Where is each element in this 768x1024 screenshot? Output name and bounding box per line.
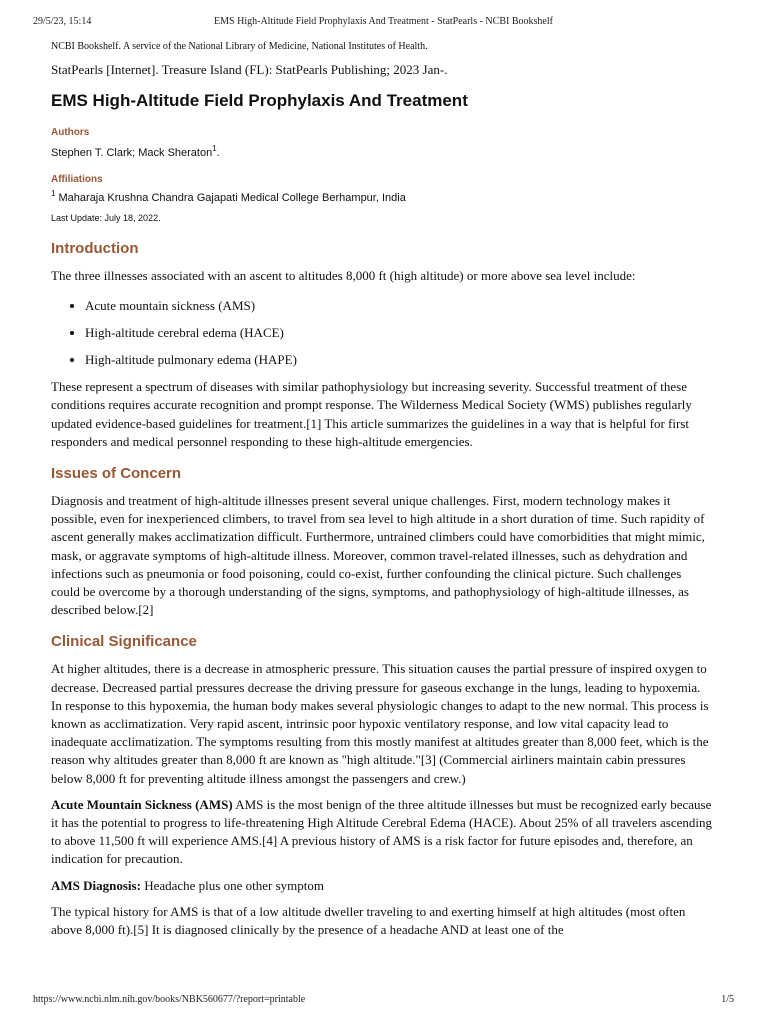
ams-heading: Acute Mountain Sickness (AMS) — [51, 796, 233, 812]
affiliation-text: Maharaja Krushna Chandra Gajapati Medical College Berhampur, India — [55, 192, 406, 204]
affiliations-label: Affiliations — [51, 174, 103, 185]
print-datetime: 29/5/23, 15:14 — [33, 16, 92, 27]
print-header — [33, 16, 734, 30]
print-footer — [33, 994, 734, 1008]
page-url[interactable]: https://www.ncbi.nlm.nih.gov/books/NBK560677/?report=printable — [33, 994, 306, 1005]
authors-label: Authors — [51, 127, 90, 138]
list-item: • Acute mountain sickness (AMS) — [85, 297, 713, 315]
issues-heading: Issues of Concern — [51, 465, 182, 483]
list-item: • High-altitude cerebral edema (HACE) — [85, 324, 713, 342]
typical-history-paragraph: The typical history for AMS is that of a low altitude dweller traveling to and exerting himself at high altitudes (most often above 8,000 ft).[5] It is diagnosed clinically by the presence of a headache AND at least one of the — [51, 903, 686, 938]
authors-line — [51, 145, 713, 161]
ams-paragraph — [51, 796, 713, 869]
affiliation-line — [51, 190, 713, 206]
ams-diagnosis-text: Headache plus one other symptom — [140, 877, 324, 893]
citation: StatPearls [Internet]. Treasure Island (FL): StatPearls Publishing; 2023 Jan-. — [51, 62, 448, 77]
issues-paragraph: Diagnosis and treatment of high-altitude illnesses present several unique challenges. First, modern technology makes it possible, even for inexperienced climbers, to travel from sea level to high altitude in a short duration of time. Such rapidity of ascent generally makes acclimatization difficult. Furthermore, untrained climbers could have comorbidities that might mimic, mask, or aggravate symptoms of high-altitude illness. Moreover, common travel-related illnesses, such as dehydration and infections such as pneumonia or food poisoning, could co-exist, further confounding the clinical picture. Such challenges could be overcome by a thorough understanding of the signs, symptoms, and pathophysiology of high-altitude illnesses, as described below.[2] — [51, 493, 705, 618]
clinical-section — [51, 632, 713, 939]
author-affil-mark: 1 — [212, 144, 217, 153]
introduction-lead: The three illnesses associated with an ascent to altitudes 8,000 ft (high altitude) or more above sea level include: — [51, 268, 636, 283]
ams-diagnosis-label: AMS Diagnosis: — [51, 877, 141, 893]
clinical-heading: Clinical Significance — [51, 633, 197, 651]
issues-section — [51, 464, 713, 619]
illness-list — [51, 297, 713, 369]
ams-diagnosis — [51, 877, 713, 895]
authors-tail: . — [216, 147, 220, 159]
article-title: EMS High-Altitude Field Prophylaxis And Treatment — [51, 91, 468, 110]
introduction-paragraph: These represent a spectrum of diseases with similar pathophysiology but increasing severity. Successful treatment of these conditions requires accurate recognition and prompt response. The Wilderness Medical Society (WMS) publishes regularly updated evidence-based guidelines for treatment.[1] This article summarizes the guidelines in a way that is helpful for first responders and medical personnel responding to these high-altitude emergencies. — [51, 379, 692, 449]
article — [51, 40, 713, 939]
print-page-title: EMS High-Altitude Field Prophylaxis And Treatment - StatPearls - NCBI Bookshelf — [214, 16, 553, 27]
author-names: Stephen T. Clark; Mack Sheraton — [51, 147, 213, 159]
affiliation-mark: 1 — [51, 189, 56, 198]
clinical-paragraph: At higher altitudes, there is a decrease in atmospheric pressure. This situation causes the partial pressure of inspired oxygen to decrease. Decreased partial pressures decrease the driving pressure for gaseous exchange in the lungs, leading to hypoxemia. In response to this hypoxemia, the human body makes several physiologic changes to adapt to the new normal. This process is known as acclimatization. Very rapid ascent, intrinsic poor hypoxic ventilatory response, and low vital capacity lead to inadequate acclimatization. The symptoms resulting from this mostly manifest at altitudes greater than 8,000 feet, which is the reason why altitudes greater than 8,000 ft are known as "high altitude."[3] (Commercial airliners maintain cabin pressures below 8,000 ft for preventing altitude illness amongst the passengers and crew.) — [51, 661, 709, 786]
ams-text: AMS is the most benign of the three altitude illnesses but must be recognized early because it has the potential to progress to life-threatening High Altitude Cerebral Edema (HACE). About 25% of all travelers ascending to above 11,500 ft will experience AMS.[4] A previous history of AMS is a risk factor for future episodes and, therefore, an indication for precaution. — [51, 796, 713, 867]
list-item: • High-altitude pulmonary edema (HAPE) — [85, 351, 713, 369]
last-update: Last Update: July 18, 2022. — [51, 213, 161, 223]
introduction-heading: Introduction — [51, 240, 139, 257]
page-number: 1/5 — [721, 994, 734, 1005]
bookshelf-notice: NCBI Bookshelf. A service of the National Library of Medicine, National Institutes of Health. — [51, 41, 428, 52]
introduction-section — [51, 239, 713, 451]
